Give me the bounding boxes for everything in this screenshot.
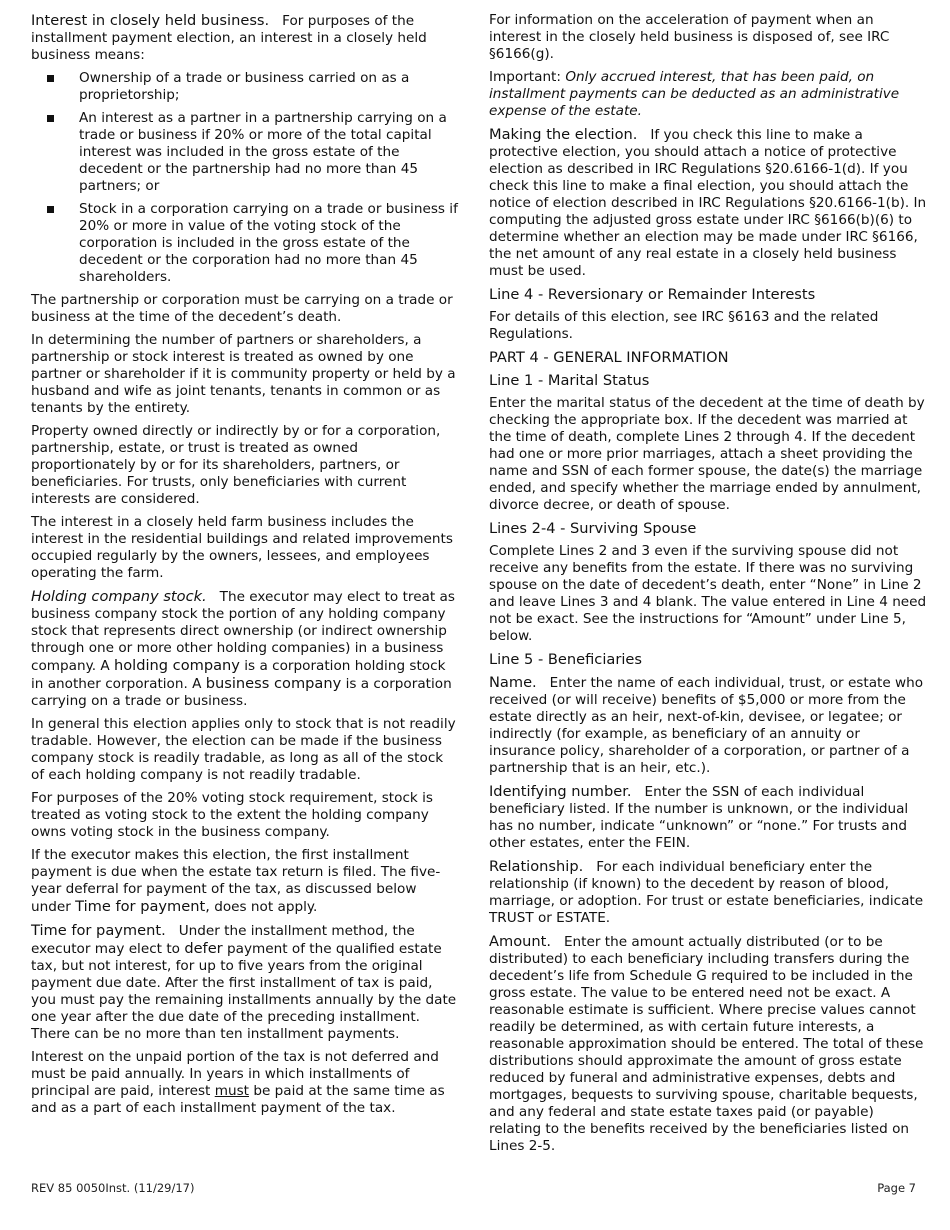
list-item: Stock in a corporation carrying on a trade or business if 20% or more in value of the voting stock of the corporation is included in the gross estate of the decedent or the corporation had no more than 45 shareholders. <box>31 201 459 286</box>
time-for-payment-paragraph: Time for payment. Under the installment method, the executor may elect to defer payment of the qualified estate tax, but not interest, for up to five years from the original payment due date. After the first installment of tax is paid, you must pay the remaining installments annually by the date one year after the due date of the preceding installment. There can be no more than ten installment payments. <box>31 922 457 1042</box>
paragraph: Enter the marital status of the decedent at the time of death by checking the appropriate box. If the decedent was married at the time of death, complete Lines 2 through 4. If the decedent had one or more prior marriages, attach a sheet providing the name and SSN of each former spouse, the date(s) the marriage ended, and specify whether the marriage ended by annulment, divorce decree, or death of spouse. <box>489 395 925 513</box>
section-heading-part-4: PART 4 - GENERAL INFORMATION <box>489 349 729 366</box>
paragraph: Complete Lines 2 and 3 even if the surviving spouse did not receive any benefits from the estate. If there was no surviving spouse on the date of decedent’s death, enter “None” in Line 2 and leave Lines 3 and 4 blank. The value entered in Line 4 need not be exact. See the instructions for “Amount” under Line 5, below. <box>489 543 927 644</box>
list-item: An interest as a partner in a partnership carrying on a trade or business if 20% or more of the total capital interest was included in the gross estate of the decedent or the partnership had no more than 45 partners; or <box>31 110 459 195</box>
name-heading: Name. <box>489 674 537 691</box>
footer-form-id: REV 85 0050Inst. (11/29/17) <box>31 1181 195 1195</box>
paragraph: The partnership or corporation must be carrying on a trade or business at the time of the decedent’s death. <box>31 292 453 325</box>
bullet-square-icon <box>47 206 54 213</box>
identifying-number-heading: Identifying number. <box>489 783 632 800</box>
paragraph: The interest in a closely held farm business includes the interest in the residential buildings and related improvements occupied regularly by the owners, lessees, and employees operating the farm. <box>31 514 453 581</box>
bullet-square-icon <box>47 75 54 82</box>
term-time-for-payment: Time for payment, <box>75 898 210 915</box>
paragraph: For information on the acceleration of payment when an interest in the closely held business is disposed of, see IRC §6166(g). <box>489 12 890 62</box>
paragraph: For details of this election, see IRC §6163 and the related Regulations. <box>489 309 879 342</box>
interest-paragraph: Interest on the unpaid portion of the tax is not deferred and must be paid annually. In years in which installments of principal are paid, interest must be paid at the same time as and as a part of each installment payment of the tax. <box>31 1049 445 1116</box>
closely-held-heading: Interest in closely held business. <box>31 12 270 29</box>
holding-company-paragraph: Holding company stock. The executor may elect to treat as business company stock the portion of any holding company stock that represents direct ownership (or indirect ownership through one or more other holding companies) in a business company. A holding company is a corporation holding stock in another corporation. A business company is a corporation carrying on a trade or business. <box>31 588 455 709</box>
important-note: Important: Only accrued interest, that has been paid, on installment payments can be deducted as an administrative expense of the estate. <box>489 69 900 119</box>
five-year-deferral-paragraph: If the executor makes this election, the first installment payment is due when the estate tax return is filed. The five-year deferral for payment of the tax, as discussed below under Time for payment, does not apply. <box>31 847 441 915</box>
right-column <box>489 12 927 1161</box>
holding-company-heading: Holding company stock. <box>31 588 207 605</box>
section-heading-line-1: Line 1 - Marital Status <box>489 372 650 389</box>
relationship-heading: Relationship. <box>489 858 584 875</box>
footer-page-number: Page 7 <box>877 1181 916 1195</box>
closely-held-intro: Interest in closely held business. For purposes of the installment payment election, an interest in a closely held business means: <box>31 12 427 63</box>
relationship-paragraph: Relationship. For each individual beneficiary enter the relationship (if known) to the decedent by reason of blood, marriage, or adoption. For trust or estate beneficiaries, indicate TRUST or ESTATE. <box>489 858 924 926</box>
making-election-paragraph: Making the election. If you check this line to make a protective election, you should attach a notice of protective election as described in IRC Regulations §20.6166-1(d). If you check this line to make a final election, you should attach the notice of election described in IRC Regulations §20.6166-1(b). In computing the adjusted gross estate under IRC §6166(b)(6) to determine whether an election may be made under IRC §6166, the net amount of any real estate in a closely held business must be used. <box>489 126 927 279</box>
list-item: Ownership of a trade or business carried on as a proprietorship; <box>31 70 459 104</box>
left-column <box>31 12 459 1123</box>
term-defer: defer <box>184 940 223 957</box>
paragraph: In general this election applies only to stock that is not readily tradable. However, the election can be made if the business company stock is readily tradable, as long as all of the stock of each holding company is not readily tradable. <box>31 716 456 783</box>
paragraph: For purposes of the 20% voting stock requirement, stock is treated as voting stock to the extent the holding company owns voting stock in the business company. <box>31 790 433 840</box>
amount-heading: Amount. <box>489 933 551 950</box>
amount-paragraph: Amount. Enter the amount actually distributed (or to be distributed) to each beneficiary including transfers during the decedent’s life from Schedule G required to be included in the gross estate. The value to be entered need not be exact. A reasonable estimate is sufficient. Where precise values cannot readily be determined, as with certain future interests, a reasonable approximation should be entered. The total of these distributions should approximate the amount of gross estate reduced by funeral and administrative expenses, debts and mortgages, bequests to surviving spouse, charitable bequests, and any federal and state estate taxes paid (or payable) relating to the benefits received by the beneficiaries listed on Lines 2-5. <box>489 933 924 1154</box>
section-heading-line-4: Line 4 - Reversionary or Remainder Interests <box>489 286 816 303</box>
identifying-number-paragraph: Identifying number. Enter the SSN of each individual beneficiary listed. If the number is unknown, or the individual has no number, indicate “unknown” or “none.” For trusts and other estates, enter the FEIN. <box>489 783 909 851</box>
term-business-company: business company <box>205 675 342 692</box>
name-paragraph: Name. Enter the name of each individual, trust, or estate who received (or will receive) benefits of $5,000 or more from the estate directly as an heir, next-of-kin, devisee, or legatee; or indirectly (for example, as beneficiary of an annuity or insurance policy, shareholder of a corporation, or partner of a partnership that is an heir, etc.). <box>489 674 924 776</box>
making-election-heading: Making the election. <box>489 126 638 143</box>
paragraph: Property owned directly or indirectly by or for a corporation, partnership, estate, or trust is treated as owned proportionately by or for its shareholders, partners, or beneficiaries. For trusts, only beneficiaries with current interests are considered. <box>31 423 441 507</box>
important-label: Important: <box>489 69 561 85</box>
time-for-payment-heading: Time for payment. <box>31 922 166 939</box>
closely-held-list <box>31 70 459 286</box>
paragraph: In determining the number of partners or shareholders, a partnership or stock interest is treated as owned by one partner or shareholder if it is community property or held by a husband and wife as joint tenants, tenants in common or as tenants by the entirety. <box>31 332 456 416</box>
section-heading-lines-2-4: Lines 2-4 - Surviving Spouse <box>489 520 697 537</box>
term-holding-company: holding company <box>113 657 240 674</box>
section-heading-line-5: Line 5 - Beneficiaries <box>489 651 642 668</box>
bullet-square-icon <box>47 115 54 122</box>
term-must: must <box>214 1083 249 1099</box>
